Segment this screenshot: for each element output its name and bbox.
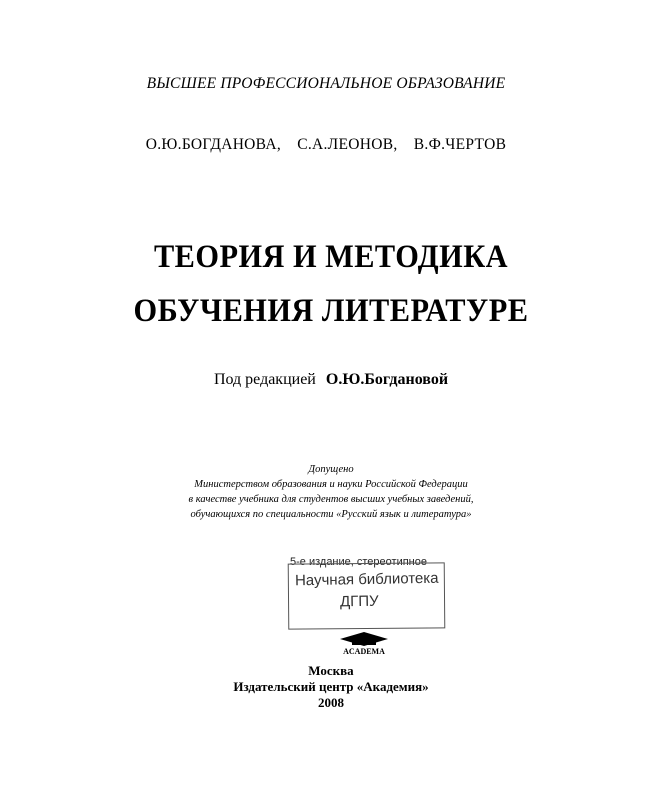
academia-logo-icon [338, 631, 390, 655]
publisher-name: Издательский центр «Академия» [233, 679, 429, 694]
logo-text: ACADEMA [343, 647, 385, 655]
author-1: О.Ю.БОГДАНОВА, [145, 136, 282, 153]
author-3: В.Ф.ЧЕРТОВ [413, 136, 507, 153]
author-2: С.А.ЛЕОНОВ, [297, 136, 398, 153]
edition-note: 5-е издание, стереотипное [290, 556, 427, 568]
approval-line-1: Допущено [308, 464, 354, 475]
approval-note [40, 462, 622, 522]
editor-name: О.Ю.Богдановой [325, 371, 449, 388]
publisher-year: 2008 [318, 695, 344, 710]
title-line-1: ТЕОРИЯ И МЕТОДИКА [153, 239, 509, 275]
book-title [40, 230, 622, 338]
approval-line-3: в качестве учебника для студентов высших учебных заведений, [188, 494, 474, 505]
authors [40, 136, 612, 154]
stamp-line-2: ДГПУ [339, 592, 379, 611]
stamp-line-1: Научная библиотека [294, 569, 439, 590]
approval-line-2: Министерством образования и науки Российской Федерации [194, 479, 468, 490]
title-line-2: ОБУЧЕНИЯ ЛИТЕРАТУРЕ [133, 293, 529, 329]
approval-line-4: обучающихся по специальности «Русский язык и литература» [190, 509, 472, 520]
series-title: ВЫСШЕЕ ПРОФЕССИОНАЛЬНОЕ ОБРАЗОВАНИЕ [146, 75, 506, 92]
editor-prefix: Под редакцией [213, 371, 316, 388]
editor-line [40, 371, 622, 389]
publisher-city: Москва [308, 663, 354, 678]
publisher-block [40, 663, 622, 711]
